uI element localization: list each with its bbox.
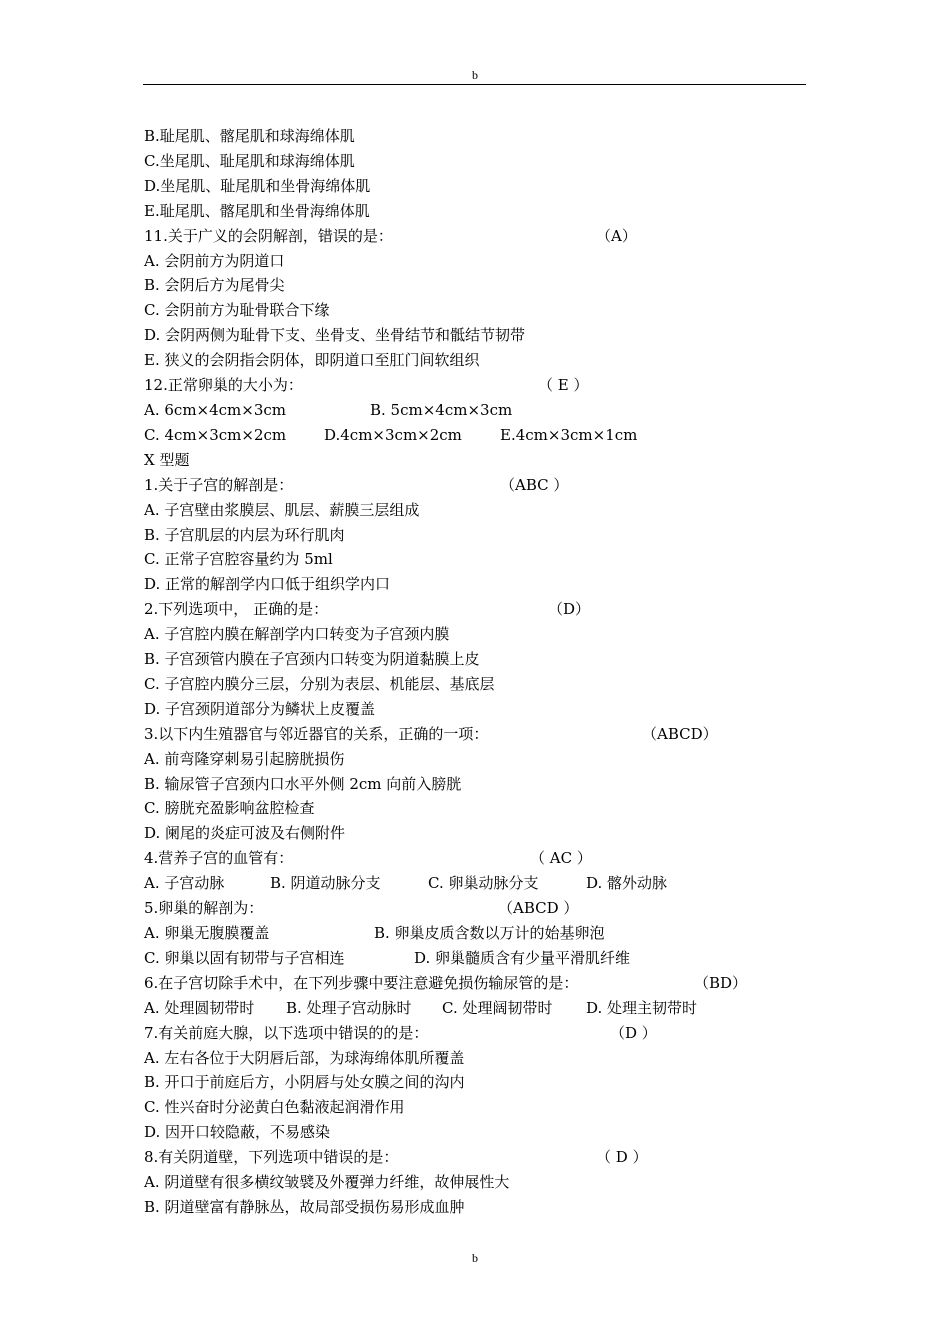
answer-or-option-text: （ABCD） [642, 724, 718, 743]
line-text: A. 左右各位于大阴唇后部，为球海绵体肌所覆盖 [144, 1048, 465, 1067]
text-line [144, 348, 804, 373]
line-text: X 型题 [144, 450, 190, 469]
text-line [144, 323, 804, 348]
answer-or-option-text: D. 卵巢髓质含有少量平滑肌纤维 [414, 948, 631, 967]
line-text: 2.下列选项中， 正确的是： [144, 600, 329, 619]
text-line [144, 846, 804, 871]
line-text: 8.有关阴道壁，下列选项中错误的是： [144, 1148, 399, 1167]
answer-or-option-text: D. 髂外动脉 [586, 874, 668, 893]
text-line [144, 373, 804, 398]
line-text: 5.卵巢的解剖为： [144, 899, 264, 918]
line-text: D. 会阴两侧为耻骨下支、坐骨支、坐骨结节和骶结节韧带 [144, 326, 526, 345]
header-rule [143, 84, 806, 85]
line-text: B.耻尾肌、髂尾肌和球海绵体肌 [144, 127, 355, 145]
text-line [144, 672, 804, 697]
line-text: C. 会阴前方为耻骨联合下缘 [144, 301, 330, 320]
text-line [144, 597, 804, 622]
line-text: C. 膀胱充盈影响盆腔检查 [144, 799, 315, 818]
line-text: B. 输尿管子宫颈内口水平外侧 2cm 向前入膀胱 [144, 774, 462, 793]
answer-or-option-text: （ABC ） [500, 475, 569, 494]
line-text: C. 4cm×3cm×2cm [144, 425, 287, 444]
line-text: D. 子宫颈阴道部分为鳞状上皮覆盖 [144, 699, 376, 718]
page-footer: b [472, 1251, 478, 1265]
text-line [144, 1021, 804, 1046]
line-text: B. 会阴后方为尾骨尖 [144, 276, 285, 295]
text-line [144, 498, 804, 523]
line-text: C. 子宫腔内膜分三层，分别为表层、机能层、基底层 [144, 674, 495, 693]
line-text: 1.关于子宫的解剖是： [144, 475, 294, 494]
answer-or-option-text: C. 处理阔韧带时 [442, 998, 553, 1017]
line-text: 3.以下内生殖器官与邻近器官的关系，正确的一项： [144, 724, 489, 743]
answer-or-option-text: B. 处理子宫动脉时 [286, 998, 412, 1017]
line-text: A. 阴道壁有很多横纹皱襞及外覆弹力纤维，故伸展性大 [144, 1173, 510, 1192]
answer-or-option-text: D.4cm×3cm×2cm [324, 425, 462, 444]
answer-or-option-text: D. 处理主韧带时 [586, 998, 698, 1017]
text-line [144, 1120, 804, 1145]
text-line [144, 149, 804, 174]
line-text: A. 前弯隆穿刺易引起膀胱损伤 [144, 749, 345, 768]
text-line [144, 1195, 804, 1220]
line-text: A. 卵巢无腹膜覆盖 [144, 924, 270, 942]
line-text: A. 子宫动脉 [144, 874, 225, 893]
line-text: C. 性兴奋时分泌黄白色黏液起润滑作用 [144, 1098, 405, 1117]
text-line [144, 199, 804, 224]
text-line [144, 946, 804, 971]
line-text: C. 正常子宫腔容量约为 5ml [144, 550, 333, 569]
line-text: D.坐尾肌、耻尾肌和坐骨海绵体肌 [144, 176, 371, 195]
text-line [144, 1095, 804, 1120]
text-line [144, 547, 804, 572]
answer-or-option-text: B. 阴道动脉分支 [270, 874, 381, 893]
line-text: 6.在子宫切除手术中，在下列步骤中要注意避免损伤输尿管的是： [144, 973, 579, 992]
line-text: C.坐尾肌、耻尾肌和球海绵体肌 [144, 151, 355, 170]
line-text: E. 狭义的会阴指会阴体，即阴道口至肛门间软组织 [144, 351, 480, 370]
text-line [144, 896, 804, 921]
text-line [144, 1046, 804, 1071]
text-line [144, 273, 804, 298]
answer-or-option-text: C. 卵巢动脉分支 [428, 874, 539, 893]
line-text: A. 处理圆韧带时 [144, 998, 255, 1017]
text-line [144, 971, 804, 996]
text-line [144, 871, 804, 896]
text-line [144, 821, 804, 846]
text-line [144, 473, 804, 498]
text-line [144, 772, 804, 797]
line-text: 12.正常卵巢的大小为： [144, 376, 303, 395]
answer-or-option-text: （D） [548, 600, 591, 619]
text-line [144, 572, 804, 597]
line-text: 4.营养子宫的血管有： [144, 849, 294, 868]
line-text: A. 子宫壁由浆膜层、肌层、薪膜三层组成 [144, 500, 420, 519]
line-text: 11.关于广义的会阴解剖，错误的是： [144, 226, 393, 245]
text-line [144, 249, 804, 274]
line-text: 7.有关前庭大腺，以下选项中错误的的是： [144, 1023, 429, 1042]
answer-or-option-text: （ D ） [596, 1148, 648, 1167]
line-text: D. 正常的解剖学内口低于组织学内口 [144, 575, 391, 594]
answer-or-option-text: （BD） [694, 973, 748, 992]
text-line [144, 1070, 804, 1095]
answer-or-option-text: （ABCD ） [498, 899, 579, 918]
page-header: b [472, 68, 478, 82]
answer-or-option-text: B. 卵巢皮质含数以万计的始基卵泡 [374, 924, 605, 942]
text-line [144, 1145, 804, 1170]
line-text: A. 6cm×4cm×3cm [144, 400, 287, 419]
document-body [144, 124, 804, 1220]
text-line [144, 448, 804, 473]
text-line [144, 298, 804, 323]
line-text: D. 因开口较隐蔽，不易感染 [144, 1123, 331, 1142]
text-line [144, 622, 804, 647]
text-line [144, 921, 804, 946]
line-text: A. 会阴前方为阴道口 [144, 251, 285, 270]
text-line [144, 796, 804, 821]
line-text: C. 卵巢以固有韧带与子宫相连 [144, 948, 345, 967]
line-text: B. 阴道壁富有静脉丛，故局部受损伤易形成血肿 [144, 1197, 465, 1216]
text-line [144, 124, 804, 149]
text-line [144, 722, 804, 747]
line-text: D. 阑尾的炎症可波及右侧附件 [144, 824, 346, 843]
text-line [144, 398, 804, 423]
line-text: B. 子宫颈管内膜在子宫颈内口转变为阴道黏膜上皮 [144, 650, 480, 669]
answer-or-option-text: （ E ） [538, 376, 589, 395]
text-line [144, 224, 804, 249]
answer-or-option-text: （D ） [610, 1023, 657, 1042]
text-line [144, 1170, 804, 1195]
answer-or-option-text: E.4cm×3cm×1cm [500, 425, 638, 444]
text-line [144, 423, 804, 448]
line-text: B. 子宫肌层的内层为环行肌肉 [144, 525, 345, 544]
answer-or-option-text: （A） [596, 226, 637, 245]
answer-or-option-text: B. 5cm×4cm×3cm [370, 400, 513, 419]
text-line [144, 647, 804, 672]
text-line [144, 996, 804, 1021]
line-text: A. 子宫腔内膜在解剖学内口转变为子宫颈内膜 [144, 625, 450, 644]
answer-or-option-text: （ AC ） [530, 849, 592, 868]
text-line [144, 697, 804, 722]
line-text: E.耻尾肌、髂尾肌和坐骨海绵体肌 [144, 201, 370, 220]
text-line [144, 747, 804, 772]
text-line [144, 523, 804, 548]
text-line [144, 174, 804, 199]
line-text: B. 开口于前庭后方，小阴唇与处女膜之间的沟内 [144, 1073, 465, 1092]
